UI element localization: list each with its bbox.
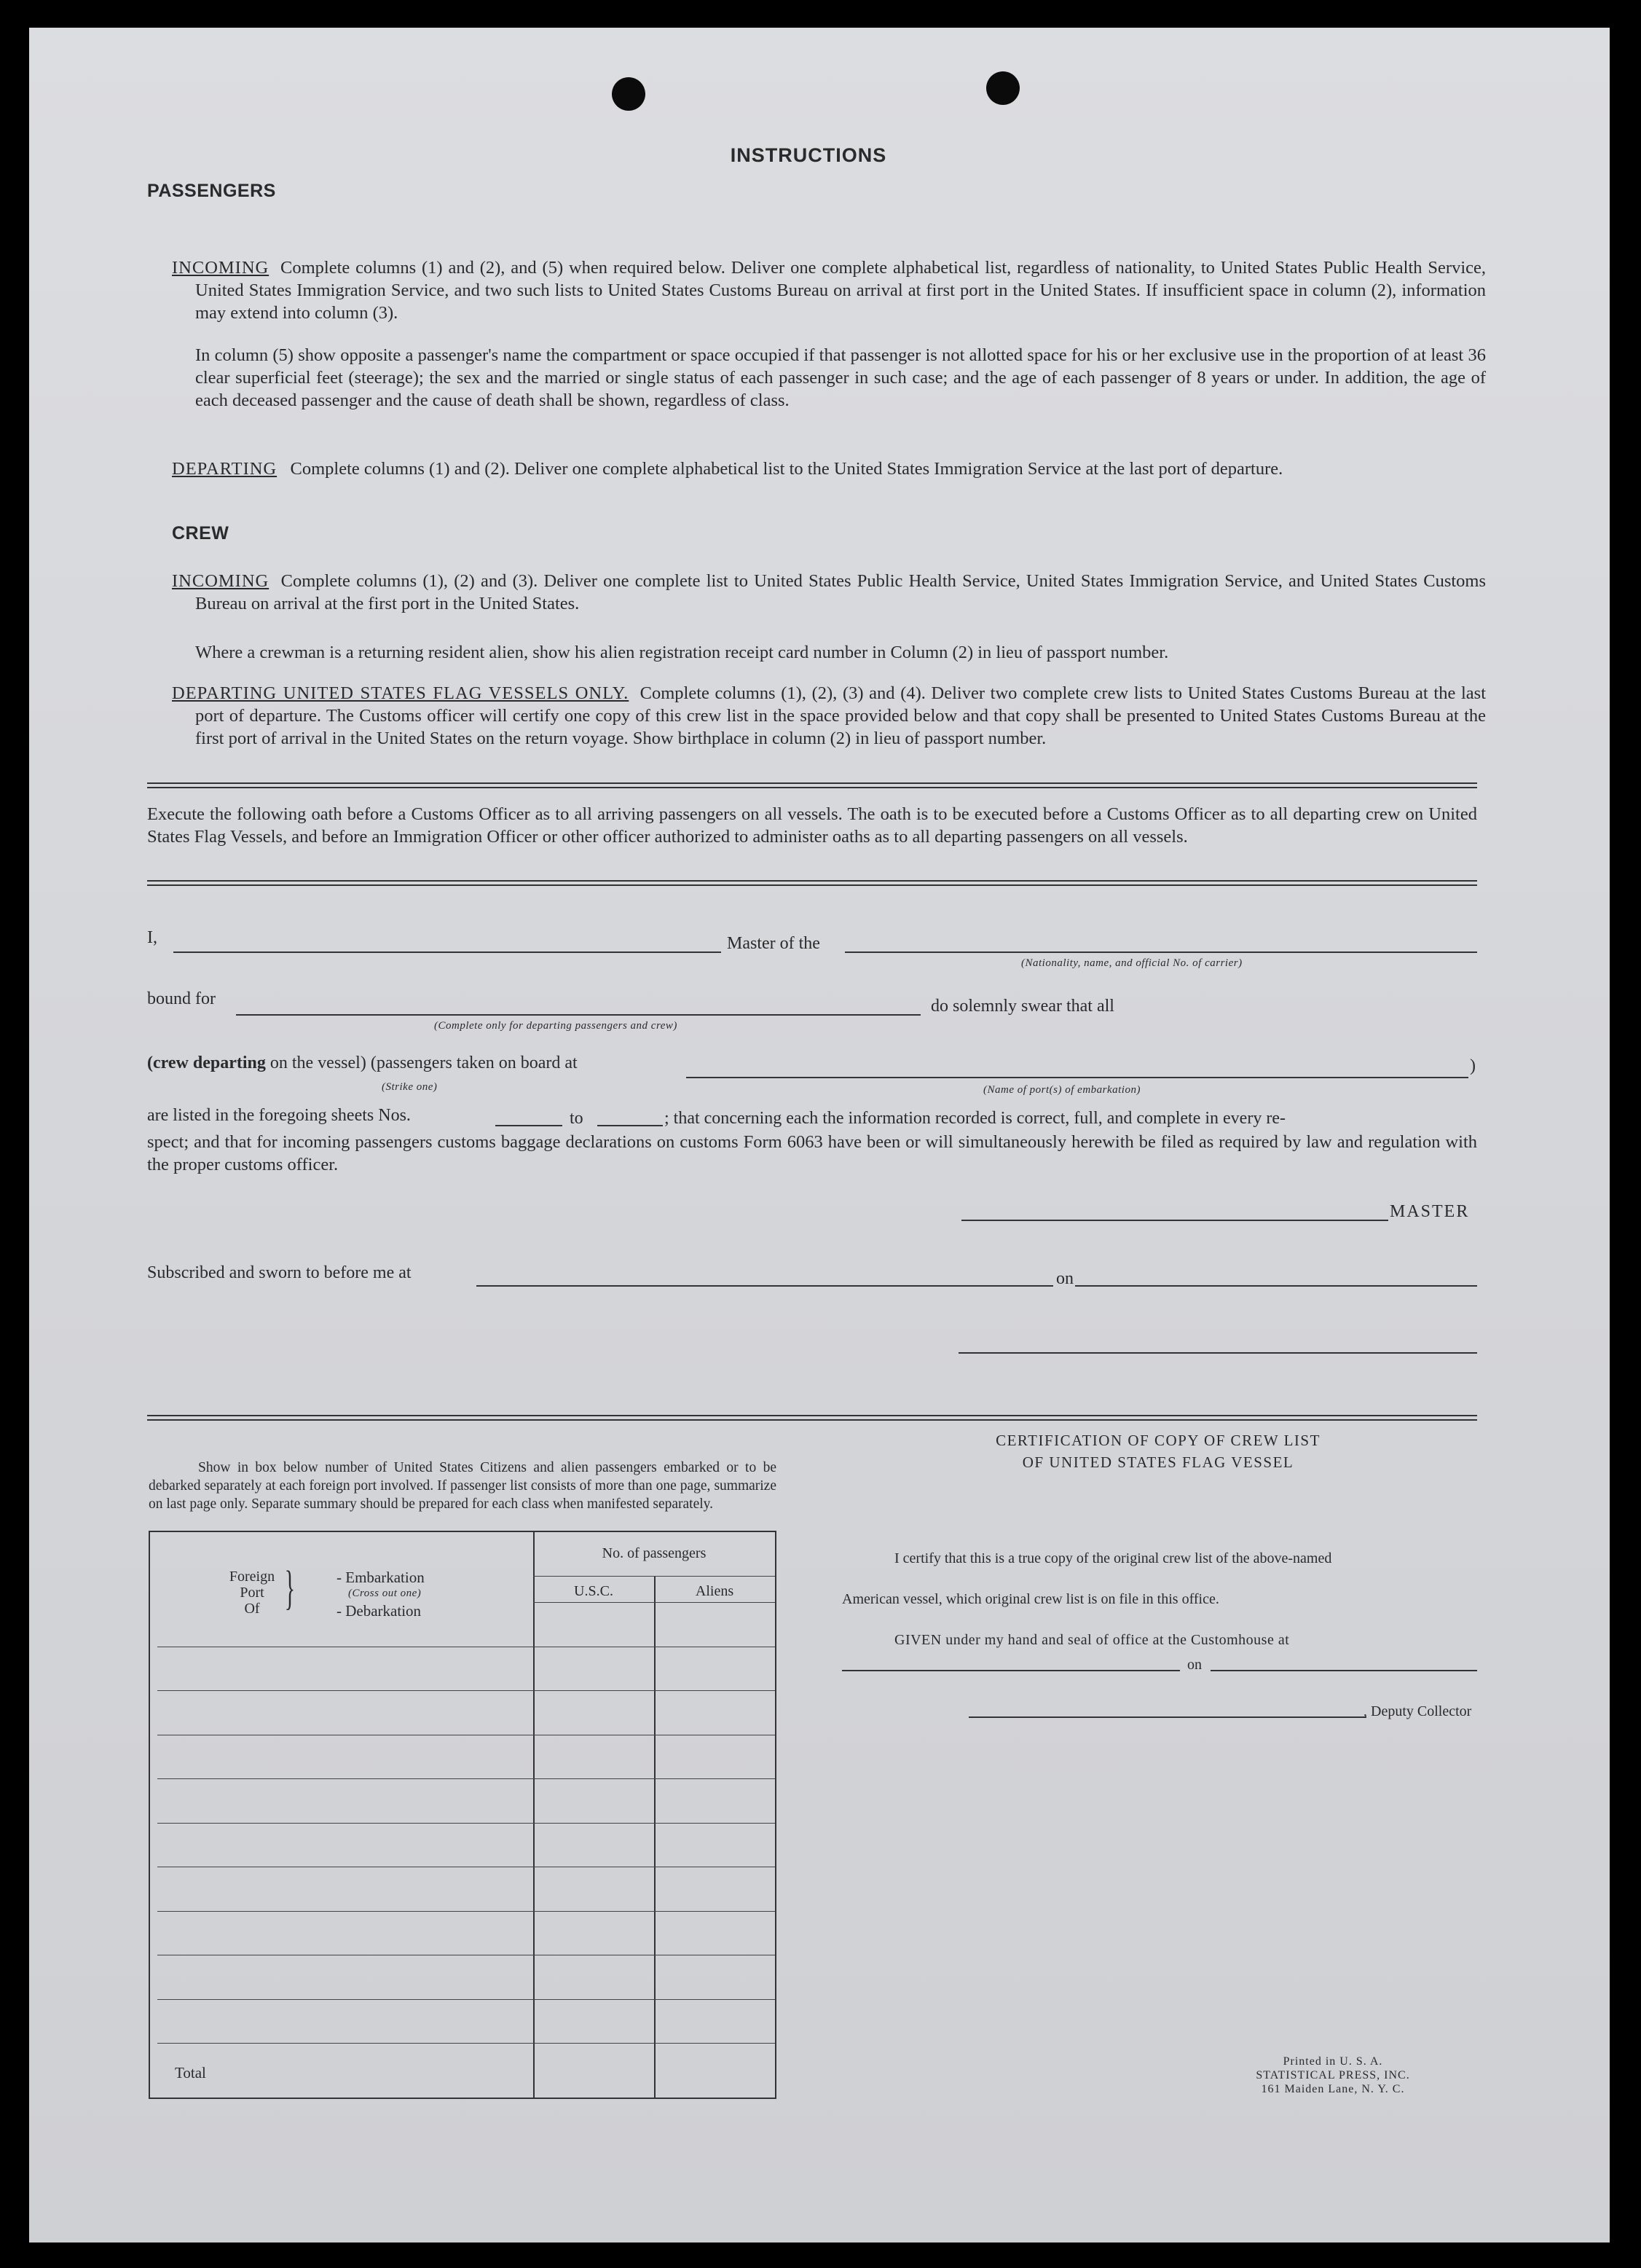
passengers-column5-section (195, 344, 1486, 412)
total-label: Total (175, 2064, 206, 2081)
deputy-collector-label: , Deputy Collector (1363, 1703, 1472, 1719)
master-name-field[interactable] (173, 951, 721, 953)
passengers-departing-section (172, 458, 1486, 480)
passengers-departing-text: Complete columns (1) and (2). Deliver one complete alphabetical list to the United States Immigration Service at the last port of departure. (290, 459, 1283, 479)
passengers-taken-label: (passengers taken on board at (370, 1053, 578, 1072)
on-the-vessel-label: on the vessel) (269, 1053, 366, 1072)
listed-rest-section (147, 1131, 1477, 1176)
summary-row-line (157, 1911, 775, 1912)
ports-embarkation-note: (Name of port(s) of embarkation) (983, 1084, 1141, 1096)
listed-continued-text: ; that concerning each the information recorded is correct, full, and complete in every re- (664, 1109, 1286, 1128)
double-rule-2 (147, 880, 1477, 886)
foreign-port-of-header: Foreign Port Of (229, 1569, 275, 1617)
page-title: INSTRUCTIONS (730, 144, 887, 166)
passengers-departing-label: DEPARTING (172, 459, 278, 479)
passengers-heading: PASSENGERS (147, 181, 276, 201)
double-rule-3 (147, 1415, 1477, 1421)
passengers-incoming-label: INCOMING (172, 258, 269, 278)
crew-resident-text: Where a crewman is a returning resident alien, show his alien registration receipt card number in Column (2) in lieu of passport number. (195, 643, 1169, 662)
certification-heading: CERTIFICATION OF COPY OF CREW LIST OF UNITED STATES FLAG VESSEL (996, 1432, 1321, 1471)
summary-row-line (157, 1999, 775, 2000)
master-of-the-label: Master of the (727, 934, 820, 953)
oath-intro-section (147, 803, 1477, 848)
embarkation-ports-field[interactable] (686, 1077, 1468, 1078)
punch-hole-right (986, 71, 1020, 105)
crew-heading: CREW (172, 523, 229, 544)
passengers-incoming-text: Complete columns (1) and (2), and (5) when required below. Deliver one complete alphabetical list, regardless of nationality, to United States Public Health Service, United States Immigration Service, and two such lists to United States Customs Bureau on arrival at first port in the United States. If insufficient space in column (2), information may extend into column (3). (195, 258, 1487, 323)
bound-for-label: bound for (147, 989, 216, 1008)
crew-departing-text: Complete columns (1), (2), (3) and (4). Deliver two complete crew lists to United States Customs Bureau at the last port of departure. The Customs officer will certify one copy of this crew list in the space provided below and that copy shall be presented to United States Customs Bureau at the first port of arrival in the United States on the return voyage. Show birthplace in column (2) in lieu of passport number. (195, 683, 1486, 748)
crew-incoming-section (172, 570, 1486, 615)
nationality-note: (Nationality, name, and official No. of carrier) (1021, 957, 1243, 969)
printer-imprint: Printed in U. S. A. STATISTICAL PRESS, INC. 161 Maiden Lane, N. Y. C. (1256, 2055, 1410, 2095)
certify-date-field[interactable] (1211, 1670, 1477, 1671)
passengers-incoming-section (172, 256, 1486, 324)
form-sheet (29, 28, 1610, 2243)
subscribed-label: Subscribed and sworn to before me at (147, 1263, 412, 1282)
sheet-to-field[interactable] (597, 1125, 663, 1126)
crew-departing-label: DEPARTING UNITED STATES FLAG VESSELS ONLY. (172, 683, 629, 703)
bound-for-field[interactable] (236, 1014, 921, 1016)
crew-passengers-line (147, 1053, 578, 1073)
passenger-summary-table (149, 1531, 776, 2099)
summary-row-line (157, 1778, 775, 1779)
crew-departing-bold: (crew departing (147, 1053, 266, 1072)
summary-intro-text: Show in box below number of United States Citizens and alien passengers embarked or to be debarked separately at each foreign port involved. If passenger list consists of more than one page, summarize on last page only. Separate summary should be prepared for each class when manifested separately. (149, 1460, 776, 1512)
crew-departing-section (172, 682, 1486, 750)
close-paren: ) (1470, 1056, 1476, 1075)
passengers-column5-text: In column (5) show opposite a passenger's name the compartment or space occupied if that passenger is not allotted space for his or her exclusive use in the proportion of at least 36 clear superficial feet (steerage); the sex and the married or single status of each passenger in such case; and the age of each passenger of 8 years or under. In addition, the age of each deceased passenger and the cause of death shall be shown, regardless of class. (195, 345, 1486, 410)
oath-i-label: I, (147, 928, 157, 947)
sheet-from-field[interactable] (495, 1125, 562, 1126)
master-signature-field[interactable] (961, 1220, 1388, 1221)
certify-line-3: GIVEN under my hand and seal of office at the Customhouse at (894, 1632, 1290, 1648)
certify-line-2: American vessel, which original crew list is on file in this office. (842, 1591, 1219, 1607)
listed-rest-text: spect; and that for incoming passengers customs baggage declarations on customs Form 6063 have been or will simultaneously herewith be filed as required by law and regulation with the proper customs officer. (147, 1132, 1477, 1174)
sworn-on-label: on (1056, 1269, 1074, 1288)
sworn-on-date-field[interactable] (1075, 1285, 1477, 1287)
summary-row-line (157, 1823, 775, 1824)
summary-row-line (533, 1602, 775, 1603)
certify-on-label: on (1187, 1657, 1202, 1673)
listed-sheets-label: are listed in the foregoing sheets Nos. (147, 1106, 411, 1125)
summary-intro-section (149, 1459, 776, 1513)
crew-incoming-text: Complete columns (1), (2) and (3). Deliver one complete list to United States Public Health Service, United States Immigration Service, and United States Customs Bureau on arrival at the first port in the United States. (195, 571, 1486, 613)
master-label: MASTER (1390, 1202, 1470, 1221)
deputy-collector-signature-field[interactable] (969, 1716, 1366, 1718)
strike-one-note: (Strike one) (382, 1081, 438, 1093)
embarkation-label: - Embarkation (337, 1569, 425, 1586)
cross-out-note: (Cross out one) (348, 1588, 422, 1599)
crew-incoming-label: INCOMING (172, 571, 269, 591)
certify-line-1: I certify that this is a true copy of the original crew list of the above-named (894, 1550, 1332, 1566)
double-rule-1 (147, 782, 1477, 788)
summary-row-line (157, 2043, 775, 2044)
oath-intro-text: Execute the following oath before a Customs Officer as to all arriving passengers on all vessels. The oath is to be executed before a Customs Officer as to all departing crew on United States Flag Vessels, and before an Immigration Officer or other officer authorized to administer oaths as to all departing passengers on all vessels. (147, 804, 1477, 847)
swear-label: do solemnly swear that all (931, 997, 1114, 1016)
complete-only-note: (Complete only for departing passengers and crew) (434, 1020, 677, 1032)
brace-icon: } (284, 1561, 295, 1614)
aliens-header: Aliens (695, 1583, 734, 1599)
punch-hole-left (612, 77, 645, 111)
no-of-passengers-header: No. of passengers (602, 1545, 707, 1561)
crew-resident-section (195, 641, 1486, 664)
customhouse-field[interactable] (842, 1670, 1180, 1671)
debarkation-label: - Debarkation (337, 1602, 422, 1620)
sworn-at-field[interactable] (476, 1285, 1053, 1287)
summary-row-line (157, 1690, 775, 1691)
officer-signature-field[interactable] (959, 1352, 1477, 1354)
listed-to-label: to (570, 1109, 583, 1128)
carrier-field[interactable] (845, 951, 1477, 953)
usc-header: U.S.C. (574, 1583, 613, 1599)
